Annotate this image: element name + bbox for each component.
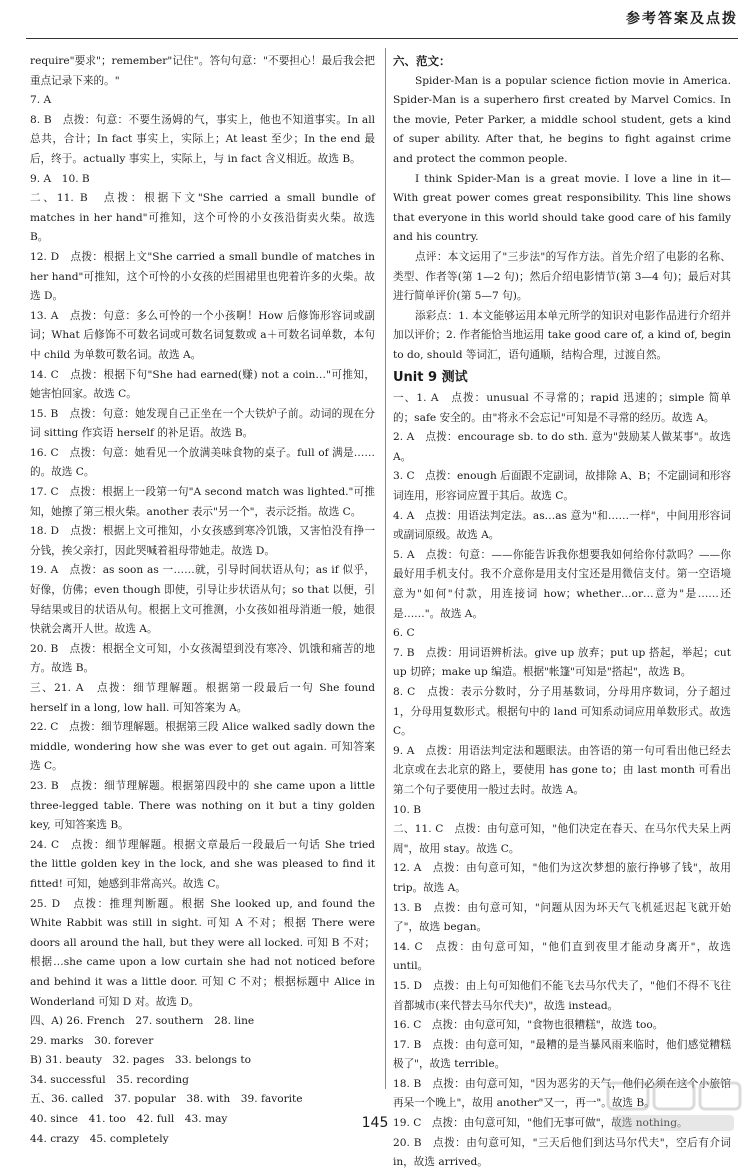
watermark-logo-icon [604,1077,744,1137]
answer-paragraph: 20. B 点拨：根据全文可知，小女孩渴望到没有寒冷、饥饿和痛苦的地方。故选 B。 [30,642,375,675]
answer-paragraph: 2. A 点拨：encourage sb. to do sth. 意为"鼓励某人做某事"。故选 A。 [393,431,731,463]
answer-paragraph: 29. marks 30. forever [30,1034,154,1047]
commentary-paragraph: 点评：本文运用了"三步法"的写作方法。首先介绍了电影的名称、类型、作者等(第 1—2 句)；然后介绍电影情节(第 3—4 句)；最后对其进行简单评价(第 5—7 句)。 [393,250,731,303]
answer-paragraph: B) 31. beauty 32. pages 33. belongs to [30,1054,251,1067]
answer-paragraph: 7. A [30,94,52,107]
header-rule [26,38,738,39]
answer-paragraph: 7. B 点拨：用词语辨析法。give up 放弃；put up 搭起，举起；cut up 切碎；make up 编造。根据"帐篷"可知是"搭起"，故选 B。 [393,646,731,679]
answer-paragraph: 13. A 点拨：句意：多么可怜的一个小孩啊！How 后修饰形容词或副词；What 后修饰不可数名词或可数名词复数或 a＋可数名词单数，本句中 child 为单数可数名词。故选 A。 [30,309,375,361]
answer-paragraph: 一、1. A 点拨：unusual 不寻常的；rapid 迅速的；simple 简单的；safe 安全的。由"将永不会忘记"可知是不寻常的经历。故选 A。 [393,392,731,424]
essay-paragraph: I think Spider-Man is a great movie. I love a line in it—With great power comes great responsibility. This line shows that everyone in this world should take good care of his family and his country. [393,172,731,244]
column-divider [385,48,386,1089]
answer-paragraph: 12. D 点拨：根据上文"She carried a small bundle of matches in her hand"可推知，这个可怜的小女孩的烂围裙里也兜着许多的火柴。故选 D。 [30,250,375,303]
answer-paragraph: 6. C [393,627,415,640]
right-column [393,52,731,1173]
answer-paragraph: 12. A 点拨：由句意可知，"他们为这次梦想的旅行挣够了钱"，故用 trip。故选 A。 [393,862,731,894]
answer-paragraph: 22. C 点拨：细节理解题。根据第三段 Alice walked sadly down the middle, wondering how she was ever to get out again. 可知答案选 C。 [30,721,375,773]
page-header-title: 参考答案及点拨 [626,11,738,27]
answer-paragraph: 8. B 点拨：句意：不要生汤姆的气，事实上，他也不知道事实。In all 总共，合计；In fact 事实上，实际上；At least 至少；In the end 最后，终于。actually 事实上，实际上，与 in fact 含义相近。故选 B。 [30,113,375,165]
answer-paragraph: 34. successful 35. recording [30,1073,189,1086]
answer-paragraph: 14. C 点拨：根据下句"She had earned(赚) not a coin…"可推知，她害怕回家。故选 C。 [30,368,375,401]
answer-paragraph: 18. B 点拨：由句意可知，"因为恶劣的天气，他们必须在这个小旅馆再呆一个晚上"，故用 another"又一，再一"。故选 B。 [393,1077,731,1110]
answer-paragraph: 16. C 点拨：由句意可知，"食物也很糟糕"，故选 too。 [393,1019,664,1032]
answer-paragraph: 4. A 点拨：用语法判定法。as…as 意为"和……一样"，中间用形容词或副词原级。故选 A。 [393,509,731,542]
answer-paragraph: 18. D 点拨：根据上文可推知，小女孩感到寒冷饥饿，又害怕没有挣一分钱，挨父亲打，因此哭喊着祖母带她走。故选 D。 [30,525,375,557]
answer-paragraph: 5. A 点拨：句意：——你能告诉我你想要我如何给你付款吗？——你最好用手机支付。我不介意你是用支付宝还是用微信支付。第一空语境意为"如何"付款，用连接词 how；whether…or…意为"是……还是……"。故选 A。 [393,548,731,620]
answer-paragraph: 二、11. C 点拨：由句意可知，"他们决定在春天、在马尔代夫呆上两周"，故用 stay。故选 C。 [393,823,731,855]
answer-paragraph: require"要求"；remember"记住"。答句句意："不要担心！最后我会把重点记录下来的。" [30,55,375,87]
answer-paragraph: 17. B 点拨：由句意可知，"最糟的是当暴风雨来临时，他们感觉糟糕极了"，故选 terrible。 [393,1038,731,1071]
essay-paragraph: Spider-Man is a popular science fiction movie in America. Spider-Man is a superhero first created by Marvel Comics. In the movie, Peter Parker, a middle school student, gets a kind of super ability. After that, he begins to fight against crime and protect the common people. [393,74,731,165]
answer-paragraph: 四、A) 26. French 27. southern 28. line [30,1015,255,1028]
answer-paragraph: 40. since 41. too 42. full 43. may [30,1113,228,1126]
answer-paragraph: 44. crazy 45. completely [30,1132,169,1145]
answer-paragraph: 三、21. A 点拨：细节理解题。根据第一段最后一句 She found herself in a long, low hall. 可知答案为 A。 [30,682,375,714]
unit-test-title: Unit 9 测试 [393,369,468,385]
commentary-paragraph: 添彩点：1. 本文能够运用本单元所学的知识对电影作品进行介绍并加以评价；2. 作者能恰当地运用 take good care of, a kind of, begin to do, should 等词汇，语句通顺，结构合理，过渡自然。 [393,309,731,361]
answer-paragraph: 3. C 点拨：enough 后面跟不定副词，故排除 A、B；不定副词和形容词连用，形容词应置于其后。故选 C。 [393,470,731,503]
answer-paragraph: 14. C 点拨：由句意可知，"他们直到夜里才能动身离开"，故选 until。 [393,940,731,973]
answer-paragraph: 13. B 点拨：由句意可知，"问题从因为坏天气飞机延迟起飞就开始了"，故选 began。 [393,901,731,934]
section-heading: 六、范文： [393,54,451,68]
answer-paragraph: 19. A 点拨：as soon as 一……就，引导时间状语从句；as if 似乎，好像，仿佛；even though 即使，引导让步状语从句；so that 以便，引导结果或目的状语从句。根据上文可推测，小女孩如祖母消逝一般，她很快就会离开人世。故选 A。 [30,564,375,636]
answer-paragraph: 16. C 点拨：句意：她看见一个放满美味食物的桌子。full of 满是……的。故选 C。 [30,446,375,479]
answer-paragraph: 15. B 点拨：句意：她发现自己正坐在一个大铁炉子前。动词的现在分词 sitting 作宾语 herself 的补足语。故选 B。 [30,407,375,440]
answer-paragraph: 20. B 点拨：由句意可知，"三天后他们到达马尔代夫"，空后有介词 in，故选 arrived。 [393,1136,731,1169]
left-column [30,52,375,1149]
answer-paragraph: 25. D 点拨：推理判断题。根据 She looked up, and found the White Rabbit was still in sight. 可知 A 不对；根据 There were doors all around the hall, but they were all locked. 可知 B 不对；根据…she came upon a low curtain she had not noticed before and behind it was a little door. 可知 C 不对；根据标题中 Alice in Wonderland 可知 D 对。故选 D。 [30,897,375,1008]
answer-paragraph: 24. C 点拨：细节理解题。根据文章最后一段最后一句话 She tried the little golden key in the lock, and she was pleased to find it fitted! 可知，她感到非常高兴。故选 C。 [30,838,375,890]
answer-paragraph: 19. C 点拨：由句意可知，"他们无事可做"，故选 nothing。 [393,1117,688,1130]
answer-paragraph: 9. A 10. B [30,172,90,185]
answer-paragraph: 17. C 点拨：根据上一段第一句"A second match was lighted."可推知，她擦了第三根火柴。another 表示"另一个"，表示泛指。故选 C。 [30,486,375,518]
answer-paragraph: 23. B 点拨：细节理解题。根据第四段中的 she came upon a little three-legged table. There was nothing on it but a tiny golden key, 可知答案选 B。 [30,779,375,832]
answer-paragraph: 8. C 点拨：表示分数时，分子用基数词，分母用序数词，分子超过 1，分母用复数形式。根据句中的 land 可知系动词应用单数形式。故选 C。 [393,686,731,738]
answer-paragraph: 15. D 点拨：由上句可知他们不能飞去马尔代夫了，"他们不得不飞往首都城市(来代替去马尔代夫)"，故选 instead。 [393,979,731,1012]
answer-paragraph: 五、36. called 37. popular 38. with 39. favorite [30,1093,303,1106]
answer-paragraph: 10. B [393,803,421,816]
page-number: 145 [361,1115,389,1131]
answer-paragraph: 9. A 点拨：用语法判定法和题眼法。由答语的第一句可看出他已经去北京或在去北京的路上，要使用 has gone to；由 last month 可看出第二个句子要使用一般过去时。故选 A。 [393,744,731,796]
answer-paragraph: 二、11. B 点拨：根据下文"She carried a small bundle of matches in her hand"可推知，这个可怜的小女孩沿街卖火柴。故选 B。 [30,192,375,244]
